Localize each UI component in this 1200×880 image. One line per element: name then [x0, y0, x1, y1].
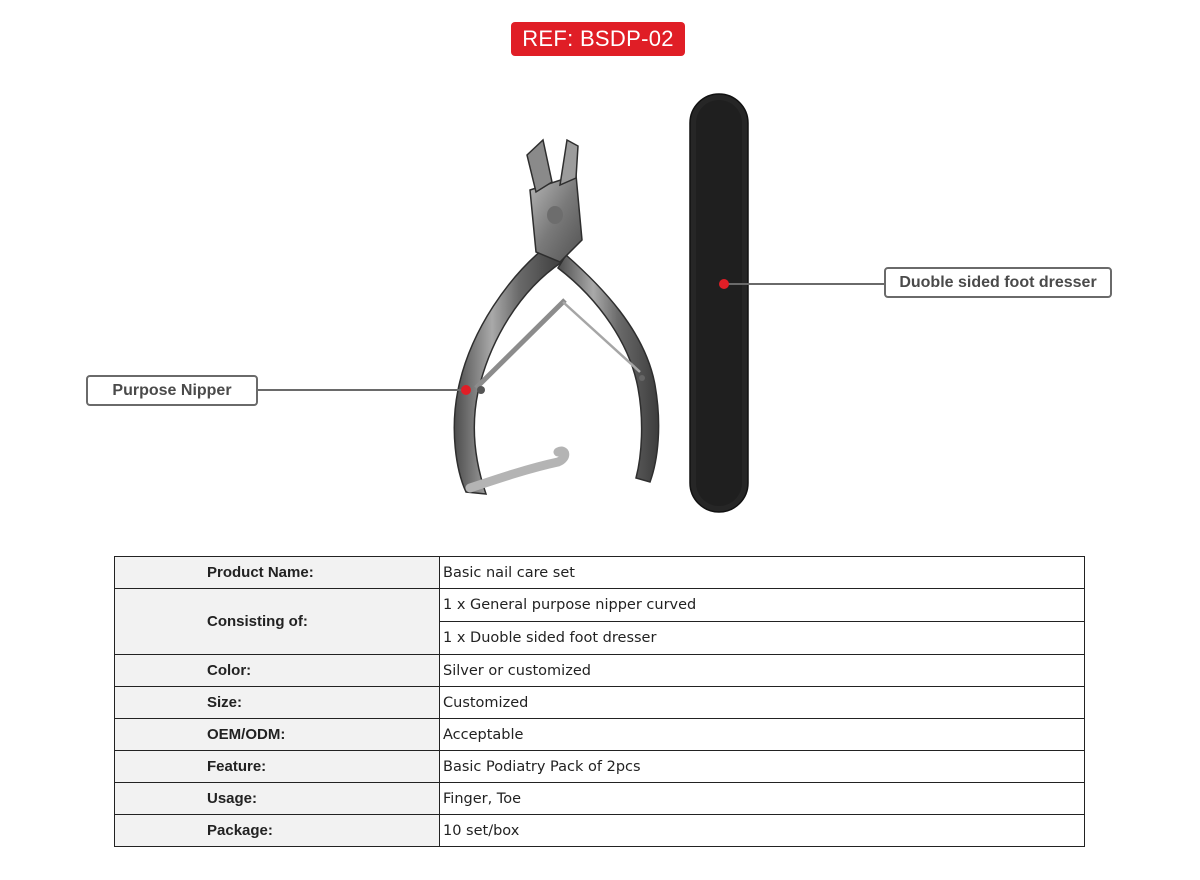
spec-value: Basic nail care set	[440, 557, 1085, 589]
spec-value: 1 x General purpose nipper curved	[440, 589, 1085, 622]
spec-value: 10 set/box	[440, 815, 1085, 847]
table-row	[115, 557, 1085, 589]
table-row	[115, 815, 1085, 847]
spec-label: OEM/ODM:	[115, 719, 440, 751]
table-row	[115, 687, 1085, 719]
spec-value: Acceptable	[440, 719, 1085, 751]
spec-table	[114, 556, 1085, 847]
spec-label: Product Name:	[115, 557, 440, 589]
spec-label: Feature:	[115, 751, 440, 783]
foot-dresser-illustration	[690, 94, 748, 512]
spec-label: Size:	[115, 687, 440, 719]
nipper-callout-dot	[461, 385, 471, 395]
table-row	[115, 719, 1085, 751]
table-row	[115, 589, 1085, 622]
spec-value: Silver or customized	[440, 655, 1085, 687]
spec-value: Customized	[440, 687, 1085, 719]
spec-value: Finger, Toe	[440, 783, 1085, 815]
spec-value: Basic Podiatry Pack of 2pcs	[440, 751, 1085, 783]
nipper-callout-label: Purpose Nipper	[86, 375, 258, 406]
ref-badge: REF: BSDP-02	[511, 22, 685, 56]
dresser-callout-dot	[719, 279, 729, 289]
nipper-illustration	[454, 140, 658, 494]
spec-label: Usage:	[115, 783, 440, 815]
spec-label: Consisting of:	[115, 589, 440, 655]
spec-label: Package:	[115, 815, 440, 847]
table-row	[115, 783, 1085, 815]
spec-value: 1 x Duoble sided foot dresser	[440, 622, 1085, 655]
dresser-callout-label: Duoble sided foot dresser	[884, 267, 1112, 298]
table-row	[115, 751, 1085, 783]
table-row	[115, 655, 1085, 687]
spec-label: Color:	[115, 655, 440, 687]
